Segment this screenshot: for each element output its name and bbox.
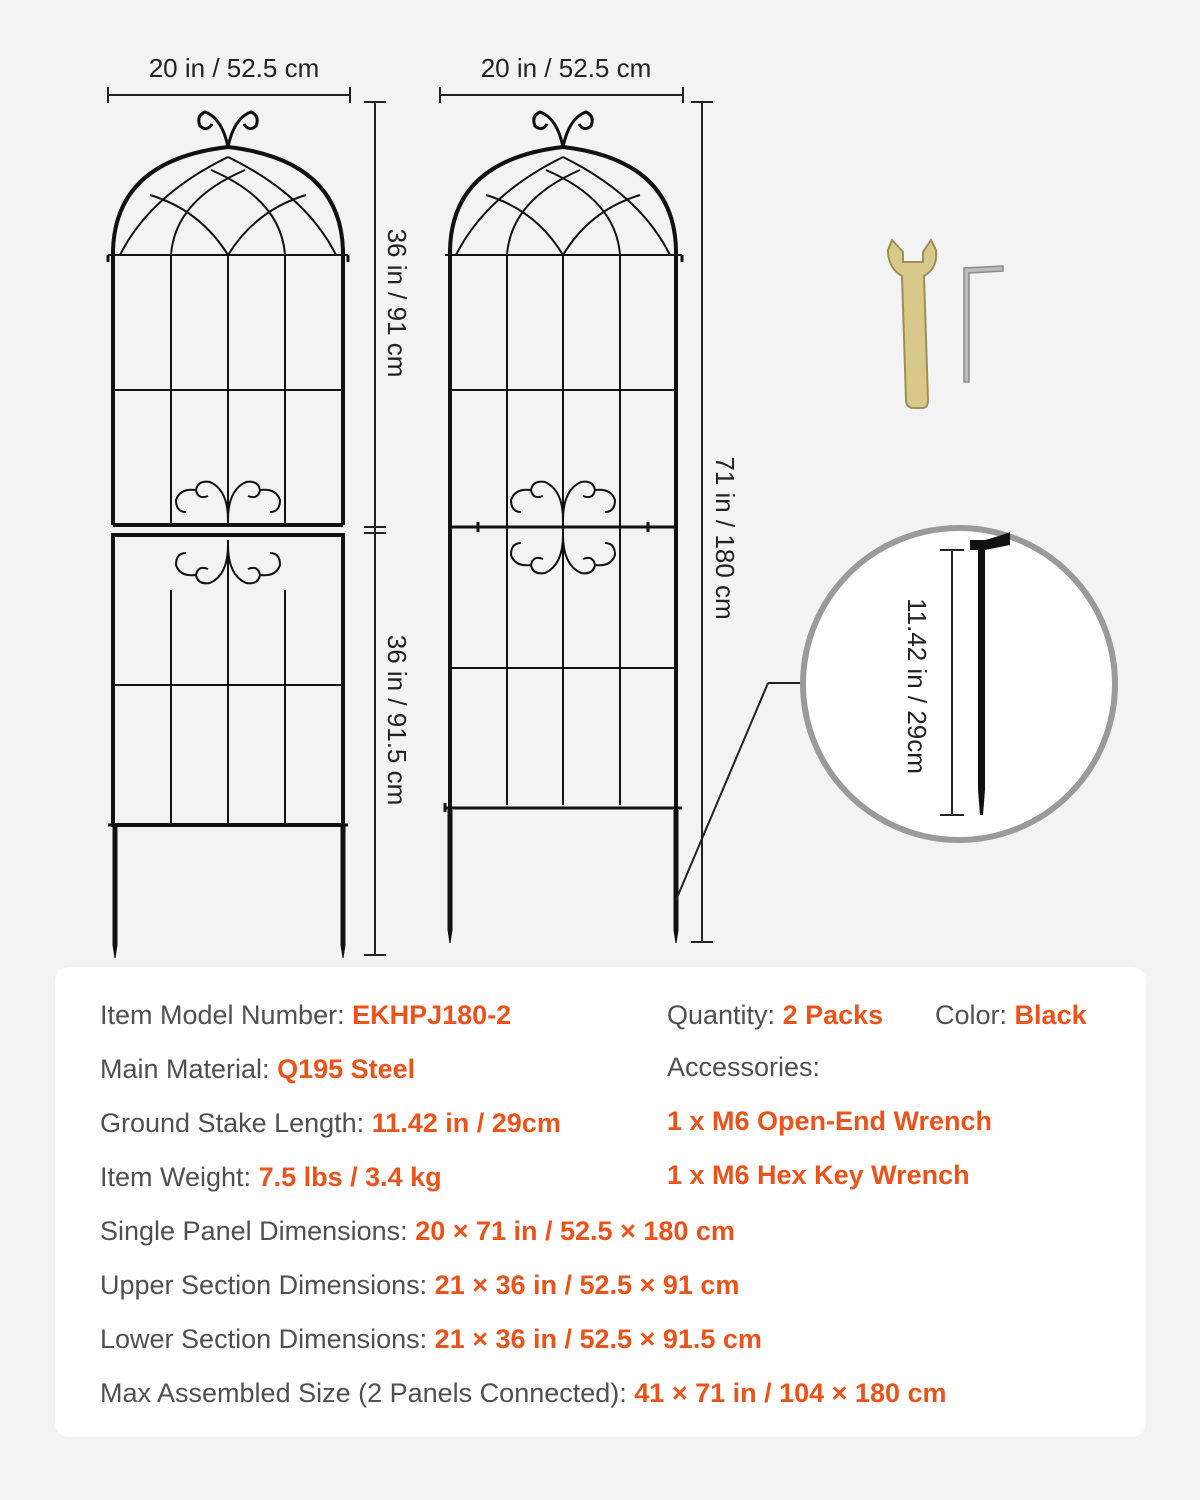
total-height-label: 71 in / 180 cm (710, 456, 740, 620)
spec-material (100, 1054, 415, 1085)
spec-accessory-wrench: 1 x M6 Open-End Wrench (667, 1106, 993, 1136)
left-trellis-panel (108, 112, 348, 958)
lower-height-label: 36 in / 91.5 cm (382, 634, 412, 806)
spec-quantity (667, 1000, 883, 1031)
spec-max-label: Max Assembled Size (2 Panels Connected): (100, 1378, 627, 1408)
spec-weight-value: 7.5 lbs / 3.4 kg (258, 1162, 442, 1192)
spec-model-value: EKHPJ180-2 (352, 1000, 512, 1030)
spec-quantity-value: 2 Packs (782, 1000, 884, 1030)
left-width-label: 20 in / 52.5 cm (148, 53, 320, 83)
upper-height-label: 36 in / 91 cm (382, 228, 412, 378)
spec-stake-label: Ground Stake Length: (100, 1108, 365, 1138)
spec-model (100, 1000, 511, 1031)
spec-weight-label: Item Weight: (100, 1162, 252, 1192)
hex-key-wrench-icon (964, 266, 1003, 382)
spec-max-value: 41 × 71 in / 104 × 180 cm (634, 1378, 947, 1408)
right-width-label: 20 in / 52.5 cm (480, 53, 652, 83)
spec-single-panel (100, 1216, 735, 1247)
spec-material-label: Main Material: (100, 1054, 270, 1084)
spec-card (55, 967, 1146, 1437)
spec-upper-label: Upper Section Dimensions: (100, 1270, 428, 1300)
spec-model-label: Item Model Number: (100, 1000, 345, 1030)
ground-stake-callout (676, 528, 1115, 900)
right-trellis-panel (445, 112, 682, 943)
open-end-wrench-icon (888, 240, 936, 408)
spec-color-value: Black (1014, 1000, 1087, 1030)
spec-single-label: Single Panel Dimensions: (100, 1216, 408, 1246)
spec-accessories-label: Accessories: (667, 1052, 821, 1082)
spec-single-value: 20 × 71 in / 52.5 × 180 cm (415, 1216, 735, 1246)
spec-accessory-hex-key: 1 x M6 Hex Key Wrench (667, 1160, 970, 1190)
spec-quantity-label: Quantity: (667, 1000, 776, 1030)
spec-stake (100, 1108, 561, 1139)
spec-upper-value: 21 × 36 in / 52.5 × 91 cm (434, 1270, 740, 1300)
spec-color (935, 1000, 1087, 1031)
spec-weight (100, 1162, 442, 1193)
spec-max-size (100, 1378, 947, 1409)
spec-color-label: Color: (935, 1000, 1008, 1030)
spec-lower-value: 21 × 36 in / 52.5 × 91.5 cm (434, 1324, 762, 1354)
spec-upper-section (100, 1270, 739, 1301)
spec-material-value: Q195 Steel (277, 1054, 416, 1084)
spec-stake-value: 11.42 in / 29cm (371, 1108, 561, 1138)
spec-lower-section (100, 1324, 762, 1355)
spec-lower-label: Lower Section Dimensions: (100, 1324, 428, 1354)
stake-length-label: 11.42 in / 29cm (902, 598, 932, 774)
